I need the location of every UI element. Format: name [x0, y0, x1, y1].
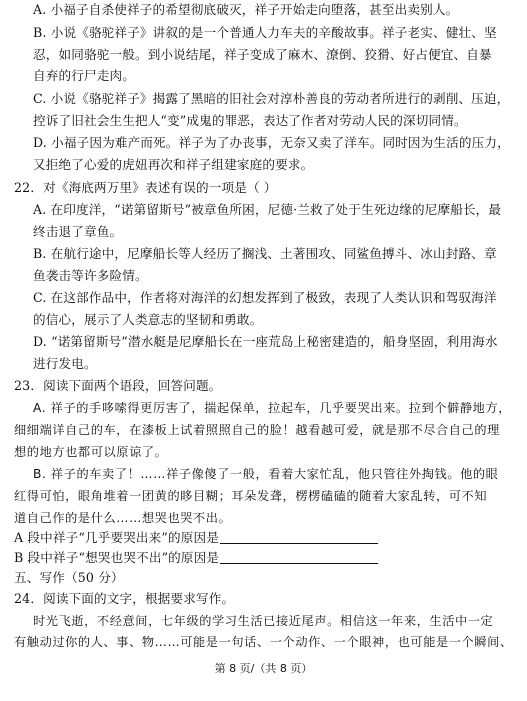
q21-option-b-line3: 自弃的行尸走肉。 [33, 68, 135, 83]
q23-answer-a [14, 530, 378, 546]
q23-answer-b-blank[interactable] [220, 551, 378, 564]
q22-option-d-line2: 进行发电。 [33, 356, 97, 371]
q22-option-c-line2: 的信心，展示了人类意志的坚韧和勇敢。 [33, 312, 263, 327]
q23-passage-a-line3: 想的地方也都可以原谅了。 [14, 445, 168, 459]
q23-passage-b-line3: 道自己作的是什么……想哭也哭不出。 [14, 511, 232, 525]
q23-stem: 23．阅读下面两个语段，回答问题。 [14, 378, 222, 393]
q23-passage-a-line1: A. 祥子的手哆嗦得更厉害了，揣起保单，拉起车，几乎要哭出来。拉到个僻静地方， [33, 401, 512, 415]
q24-prompt-line2: 有触动过你的人、事、物……可能是一句话、一个动作、一个眼神，也可能是一个瞬间、 [14, 635, 513, 649]
q21-option-b-line2: 忍，如同骆驼一般。到小说结尾，祥子变成了麻木、潦倒、狡猾、好占便宜、自暴 [33, 47, 492, 62]
q21-option-b-line1: B. 小说《骆驼祥子》讲叙的是一个普通人力车夫的辛酸故事。祥子老实、健壮、坚 [33, 25, 497, 40]
q23-answer-a-prompt: A 段中祥子“几乎要哭出来”的原因是 [14, 530, 219, 545]
q21-option-c-line1: C. 小说《骆驼祥子》揭露了黑暗的旧社会对淳朴善良的劳动者所进行的剥削、压迫， [33, 91, 510, 106]
q22-option-a-line2: 终击退了章鱼。 [33, 224, 123, 239]
q21-option-d-line1: D. 小福子因为难产而死。祥子为了办丧事，无奈又卖了洋车。同时因为生活的压力， [33, 135, 510, 150]
q22-option-c-line1: C. 在这部作品中，作者将对海洋的幻想发挥到了极致，表现了人类认识和驾驭海洋 [33, 290, 497, 305]
q21-option-a: A. 小福子自杀使祥子的希望彻底破灭，祥子开始走向堕落，甚至出卖别人。 [33, 2, 459, 17]
q24-stem: 24．阅读下面的文字，根据要求写作。 [14, 591, 235, 606]
q22-option-b-line2: 鱼袭击等许多险情。 [33, 268, 148, 283]
section-5-heading: 五、写作（50 分） [14, 570, 124, 585]
page-footer: 第 8 页/（共 8 页） [214, 662, 313, 675]
q22-option-b-line1: B. 在航行途中，尼摩船长等人经历了搁浅、土著围攻、同鲨鱼搏斗、冰山封路、章 [33, 246, 497, 261]
q23-passage-b-line1: B. 祥子的车卖了！……祥子像傻了一般，看着大家忙乱，他只管往外掏钱。他的眼 [33, 467, 499, 481]
q23-answer-a-blank[interactable] [220, 531, 378, 544]
q23-passage-a-line2: 细细端详自己的车，在漆板上试着照照自己的脸！越看越可爱，就是那不尽合自己的理 [14, 423, 500, 437]
q21-option-d-line2: 又拒绝了心爱的虎妞再次和祥子组建家庭的要求。 [33, 157, 314, 172]
q21-option-c-line2: 控诉了旧社会生生把人“变”成鬼的罪恶，表达了作者对劳动人民的深切同情。 [33, 113, 467, 128]
q23-answer-b-prompt: B 段中祥子“想哭也哭不出”的原因是 [14, 550, 220, 565]
q23-answer-b [14, 550, 378, 566]
q22-stem: 22．对《海底两万里》表述有误的一项是（ ） [14, 180, 277, 195]
q22-option-a-line1: A. 在印度洋，“诺第留斯号”被章鱼所困，尼德·兰救了处于生死边缘的尼摩船长，最 [33, 202, 502, 217]
q24-prompt-line1: 时光飞逝，不经意间，七年级的学习生活已接近尾声。相信这一年来，生活中一定 [33, 614, 494, 628]
q23-passage-b-line2: 红得可怕，眼角堆着一团黄的眵目糊；耳朵发聋，楞楞磕磕的随着大家乱转，可不知 [14, 489, 488, 503]
q22-option-d-line1: D. “诺第留斯号”潜水艇是尼摩船长在一座荒岛上秘密建造的，船身坚固，利用海水 [33, 334, 498, 349]
